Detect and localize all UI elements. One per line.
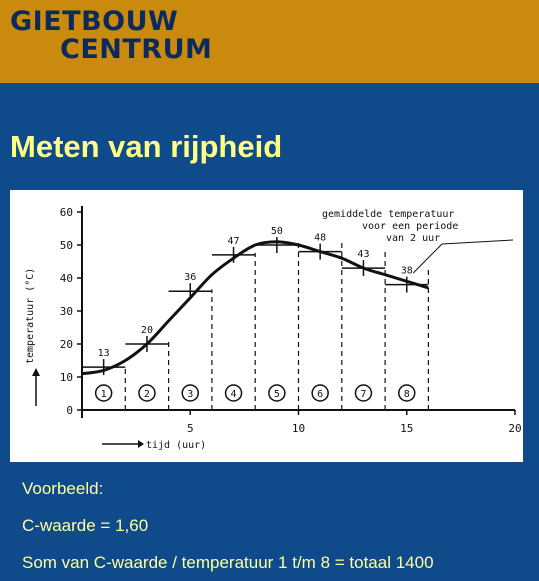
period-number: 4 xyxy=(230,389,237,400)
period-number: 2 xyxy=(143,389,150,400)
x-tick-label: 15 xyxy=(400,422,414,435)
x-axis-arrow-head xyxy=(138,440,144,448)
sum-line: Som van C-waarde / temperatuur 1 t/m 8 = totaal 1400 xyxy=(22,553,434,572)
y-tick-label: 40 xyxy=(59,272,73,285)
period-number: 8 xyxy=(403,389,410,400)
y-axis-label: temperatuur (°C) xyxy=(25,267,36,364)
average-value-label: 38 xyxy=(400,265,413,277)
annotation-line: van 2 uur xyxy=(386,233,441,244)
y-tick-label: 20 xyxy=(59,338,73,351)
average-value-label: 43 xyxy=(357,249,370,261)
period-number: 1 xyxy=(100,389,107,400)
average-value-label: 48 xyxy=(314,232,327,244)
average-value-label: 20 xyxy=(140,325,153,336)
period-number: 6 xyxy=(317,389,324,400)
header-banner xyxy=(0,0,539,83)
page-title: Meten van rijpheid xyxy=(10,129,283,164)
annotation-pointer-2 xyxy=(442,240,513,244)
maturity-chart xyxy=(10,190,523,462)
c-value-line: C-waarde = 1,60 xyxy=(22,516,149,535)
x-axis-label: tijd (uur) xyxy=(146,440,207,451)
average-value-label: 50 xyxy=(270,226,283,237)
average-value-label: 47 xyxy=(227,235,240,247)
chart-svg xyxy=(10,190,523,462)
y-axis-arrow-head xyxy=(32,368,40,376)
period-number: 5 xyxy=(273,389,280,400)
logo-line-2: CENTRUM xyxy=(60,34,213,65)
y-tick-label: 30 xyxy=(59,305,73,318)
logo-line-1: GIETBOUW xyxy=(10,6,179,37)
period-number: 7 xyxy=(360,389,367,400)
x-tick-label: 10 xyxy=(291,422,306,435)
y-tick-label: 0 xyxy=(66,404,73,417)
example-heading: Voorbeeld: xyxy=(22,479,104,498)
annotation-pointer xyxy=(413,244,442,273)
logo[interactable] xyxy=(10,8,212,64)
period-number: 3 xyxy=(187,389,194,400)
x-tick-label: 5 xyxy=(186,422,194,435)
annotation-line: voor een periode xyxy=(362,221,459,232)
average-value-label: 13 xyxy=(97,348,110,360)
average-value-label: 36 xyxy=(184,272,197,284)
y-tick-label: 60 xyxy=(59,206,73,219)
annotation-line: gemiddelde temperatuur xyxy=(322,209,455,220)
example-text xyxy=(22,470,434,581)
x-tick-label: 20 xyxy=(508,422,522,435)
y-tick-label: 50 xyxy=(59,239,73,252)
y-tick-label: 10 xyxy=(59,371,73,384)
